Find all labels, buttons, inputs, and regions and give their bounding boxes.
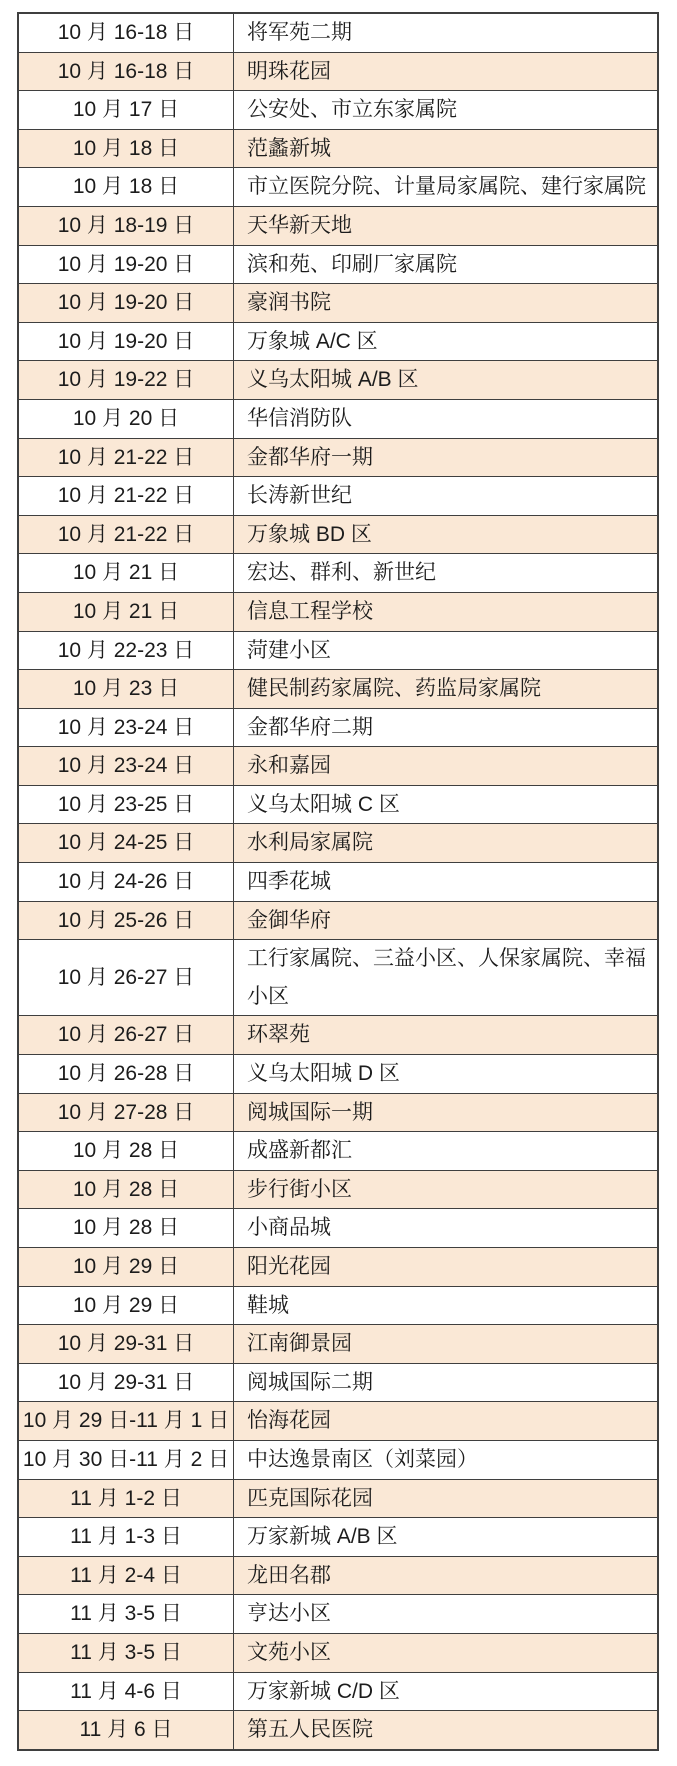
date-cell: 11 月 6 日 xyxy=(19,1711,234,1749)
date-cell: 11 月 1-2 日 xyxy=(19,1480,234,1518)
date-cell: 10 月 26-27 日 xyxy=(19,940,234,1015)
date-cell: 10 月 26-28 日 xyxy=(19,1055,234,1093)
location-cell: 龙田名郡 xyxy=(247,1563,331,1587)
table-row xyxy=(19,1672,657,1711)
table-row xyxy=(19,167,657,206)
table-row xyxy=(19,1015,657,1054)
date-cell: 10 月 21-22 日 xyxy=(19,516,234,554)
location-cell: 菏建小区 xyxy=(247,638,331,662)
table-row xyxy=(19,322,657,361)
location-cell: 将军苑二期 xyxy=(247,21,352,44)
table-row xyxy=(19,129,657,168)
location-cell: 义乌太阳城 D 区 xyxy=(247,1062,400,1086)
table-row xyxy=(19,785,657,824)
date-cell: 10 月 19-20 日 xyxy=(19,246,234,284)
table-row xyxy=(19,1208,657,1247)
location-cell: 水利局家属院 xyxy=(247,831,373,855)
table-row xyxy=(19,1093,657,1132)
date-cell: 10 月 16-18 日 xyxy=(19,53,234,91)
date-cell: 10 月 29 日 xyxy=(19,1287,234,1325)
location-cell: 健民制药家属院、药监局家属院 xyxy=(247,677,541,701)
location-cell: 永和嘉园 xyxy=(247,754,331,778)
location-cell: 万家新城 A/B 区 xyxy=(247,1525,398,1549)
table-row xyxy=(19,1324,657,1363)
table-row xyxy=(19,14,657,52)
location-cell: 亨达小区 xyxy=(247,1602,331,1626)
date-cell: 10 月 21-22 日 xyxy=(19,439,234,477)
location-cell: 匹克国际花园 xyxy=(247,1486,373,1510)
table-row xyxy=(19,206,657,245)
date-cell: 10 月 28 日 xyxy=(19,1209,234,1247)
location-cell: 阳光花园 xyxy=(247,1255,331,1278)
date-cell: 10 月 18 日 xyxy=(19,130,234,168)
table-row xyxy=(19,823,657,862)
date-cell: 10 月 23-25 日 xyxy=(19,786,234,824)
table-row xyxy=(19,1594,657,1633)
table-row xyxy=(19,90,657,129)
location-cell: 文苑小区 xyxy=(247,1640,331,1664)
date-cell: 10 月 16-18 日 xyxy=(19,14,234,52)
table-row xyxy=(19,1286,657,1325)
table-row xyxy=(19,1517,657,1556)
table-row xyxy=(19,1170,657,1209)
table-row xyxy=(19,708,657,747)
table-row xyxy=(19,1401,657,1440)
table-row xyxy=(19,245,657,284)
date-cell: 11 月 1-3 日 xyxy=(19,1518,234,1556)
date-cell: 10 月 29 日 xyxy=(19,1248,234,1286)
date-cell: 10 月 19-20 日 xyxy=(19,284,234,322)
location-cell: 明珠花园 xyxy=(247,59,331,83)
table-row xyxy=(19,1710,657,1749)
location-cell: 华信消防队 xyxy=(247,406,352,430)
location-cell: 阅城国际一期 xyxy=(247,1100,373,1124)
date-cell: 11 月 3-5 日 xyxy=(19,1634,234,1672)
date-cell: 10 月 29-31 日 xyxy=(19,1325,234,1363)
location-cell: 滨和苑、印刷厂家属院 xyxy=(247,252,457,276)
date-cell: 10 月 24-26 日 xyxy=(19,863,234,901)
table-row xyxy=(19,862,657,901)
date-cell: 10 月 26-27 日 xyxy=(19,1016,234,1054)
date-cell: 11 月 3-5 日 xyxy=(19,1595,234,1633)
table-row xyxy=(19,360,657,399)
table-row xyxy=(19,901,657,940)
location-cell: 市立医院分院、计量局家属院、建行家属院 xyxy=(247,175,646,199)
location-cell: 万家新城 C/D 区 xyxy=(247,1679,400,1703)
location-cell: 四季花城 xyxy=(247,870,331,894)
location-cell: 第五人民医院 xyxy=(247,1718,373,1742)
table-row xyxy=(19,52,657,91)
date-cell: 10 月 25-26 日 xyxy=(19,902,234,940)
table-row xyxy=(19,1479,657,1518)
date-cell: 10 月 18 日 xyxy=(19,168,234,206)
date-cell: 10 月 28 日 xyxy=(19,1171,234,1209)
location-cell: 义乌太阳城 A/B 区 xyxy=(247,368,419,392)
date-cell: 10 月 30 日-11 月 2 日 xyxy=(19,1441,234,1479)
date-cell: 10 月 17 日 xyxy=(19,91,234,129)
location-cell: 江南御景园 xyxy=(247,1332,352,1356)
date-cell: 10 月 29-31 日 xyxy=(19,1364,234,1402)
date-cell: 10 月 19-20 日 xyxy=(19,323,234,361)
date-cell: 10 月 21-22 日 xyxy=(19,477,234,515)
table-row xyxy=(19,283,657,322)
schedule-table xyxy=(17,12,659,1751)
location-cell: 鞋城 xyxy=(247,1293,289,1317)
date-cell: 10 月 19-22 日 xyxy=(19,361,234,399)
table-row xyxy=(19,476,657,515)
date-cell: 10 月 23-24 日 xyxy=(19,709,234,747)
location-cell: 长涛新世纪 xyxy=(247,484,352,508)
table-row xyxy=(19,631,657,670)
table-row xyxy=(19,515,657,554)
date-cell: 10 月 28 日 xyxy=(19,1132,234,1170)
table-row xyxy=(19,1247,657,1286)
table-row xyxy=(19,592,657,631)
date-cell: 10 月 27-28 日 xyxy=(19,1094,234,1132)
location-cell: 小商品城 xyxy=(247,1216,331,1240)
date-cell: 11 月 4-6 日 xyxy=(19,1673,234,1711)
location-cell: 金都华府二期 xyxy=(247,715,373,739)
location-cell: 中达逸景南区（刘菜园） xyxy=(247,1447,478,1471)
table-row xyxy=(19,553,657,592)
date-cell: 11 月 2-4 日 xyxy=(19,1557,234,1595)
location-cell: 金都华府一期 xyxy=(247,445,373,469)
location-cell: 步行街小区 xyxy=(247,1177,352,1201)
table-row xyxy=(19,1054,657,1093)
date-cell: 10 月 21 日 xyxy=(19,593,234,631)
location-cell: 环翠苑 xyxy=(247,1023,310,1047)
location-cell: 阅城国际二期 xyxy=(247,1370,373,1394)
location-cell: 成盛新都汇 xyxy=(247,1139,352,1163)
location-cell: 工行家属院、三益小区、人保家属院、幸福小区 xyxy=(247,947,646,1008)
date-cell: 10 月 20 日 xyxy=(19,400,234,438)
location-cell: 万象城 BD 区 xyxy=(247,522,372,546)
date-cell: 10 月 18-19 日 xyxy=(19,207,234,245)
table-row xyxy=(19,939,657,1015)
location-cell: 金御华府 xyxy=(247,908,331,932)
location-cell: 万象城 A/C 区 xyxy=(247,329,378,353)
table-row xyxy=(19,1633,657,1672)
table-row xyxy=(19,399,657,438)
table-row xyxy=(19,1440,657,1479)
location-cell: 天华新天地 xyxy=(247,213,352,237)
location-cell: 公安处、市立东家属院 xyxy=(247,98,457,122)
table-row xyxy=(19,669,657,708)
table-row xyxy=(19,746,657,785)
table-row xyxy=(19,1131,657,1170)
date-cell: 10 月 23 日 xyxy=(19,670,234,708)
date-cell: 10 月 22-23 日 xyxy=(19,632,234,670)
location-cell: 宏达、群利、新世纪 xyxy=(247,561,436,585)
date-cell: 10 月 29 日-11 月 1 日 xyxy=(19,1402,234,1440)
date-cell: 10 月 24-25 日 xyxy=(19,824,234,862)
location-cell: 怡海花园 xyxy=(247,1409,331,1433)
table-row xyxy=(19,438,657,477)
table-row xyxy=(19,1363,657,1402)
location-cell: 范蠡新城 xyxy=(247,136,331,160)
location-cell: 信息工程学校 xyxy=(247,599,373,623)
table-row xyxy=(19,1556,657,1595)
location-cell: 豪润书院 xyxy=(247,291,331,315)
date-cell: 10 月 23-24 日 xyxy=(19,747,234,785)
date-cell: 10 月 21 日 xyxy=(19,554,234,592)
location-cell: 义乌太阳城 C 区 xyxy=(247,792,400,816)
